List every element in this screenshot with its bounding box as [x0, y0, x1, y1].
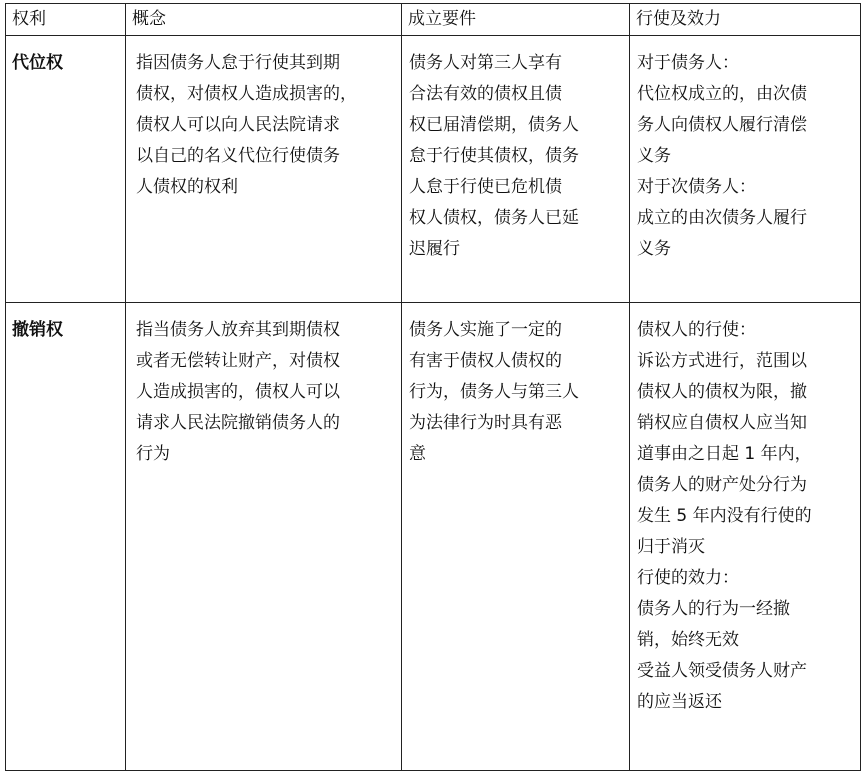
- text-line: 为法律行为时具有恶: [409, 413, 562, 433]
- text-line: 迟履行: [409, 239, 460, 259]
- text-line: 销权应自债权人应当知: [637, 413, 807, 433]
- text-line: 对于债务人：: [637, 53, 739, 73]
- text-line: 义务: [637, 239, 671, 259]
- text-line: 成立的由次债务人履行: [637, 208, 807, 228]
- text-line: 代位权成立的，由次债: [637, 84, 807, 104]
- text-line: 人造成损害的，债权人可以: [136, 382, 340, 402]
- text-line: 对于次债务人：: [637, 177, 756, 197]
- header-cell-concept: 概念: [126, 4, 402, 36]
- text-line: 债权，对债权人造成损害的，: [136, 84, 357, 104]
- text-line: 债权人的债权为限，撤: [637, 382, 807, 402]
- text-line: 债务人对第三人享有: [409, 53, 562, 73]
- text-line: 人怠于行使已危机债: [409, 177, 562, 197]
- text-line: 有害于债权人债权的: [409, 351, 562, 371]
- text-line: 人债权的权利: [136, 177, 238, 197]
- header-cell-effects: 行使及效力: [630, 4, 861, 36]
- effects-cell: [630, 36, 861, 303]
- concept-cell: [126, 36, 402, 303]
- text-line: 债务人实施了一定的: [409, 320, 562, 340]
- text-line: 权已届清偿期，债务人: [409, 115, 579, 135]
- table-row: [6, 303, 861, 771]
- text-line: 义务: [637, 146, 671, 166]
- text-line: 请求人民法院撤销债务人的: [136, 413, 340, 433]
- text-line: 务人向债权人履行清偿: [637, 115, 807, 135]
- effects-cell: [630, 303, 861, 771]
- text-line: 债务人的行为一经撤: [637, 599, 790, 619]
- text-line: 指当债务人放弃其到期债权: [136, 320, 340, 340]
- text-line: 发生 5 年内没有行使的: [637, 506, 812, 526]
- header-cell-conditions: 成立要件: [402, 4, 630, 36]
- text-line: 债权人的行使：: [637, 320, 756, 340]
- text-line: 销，始终无效: [637, 630, 739, 650]
- text-line: 归于消灭: [637, 537, 705, 557]
- text-line: 权人债权，债务人已延: [409, 208, 579, 228]
- text-line: 的应当返还: [637, 692, 722, 712]
- concept-cell: [126, 303, 402, 771]
- right-name: 代位权: [6, 36, 126, 303]
- rights-table: [5, 3, 861, 771]
- text-line: 合法有效的债权且债: [409, 84, 562, 104]
- text-line: 道事由之日起 1 年内，: [637, 444, 812, 464]
- text-line: 行为，债务人与第三人: [409, 382, 579, 402]
- text-line: 意: [409, 444, 426, 464]
- text-line: 行为: [136, 444, 170, 464]
- text-line: 怠于行使其债权，债务: [409, 146, 579, 166]
- conditions-cell: [402, 36, 630, 303]
- text-line: 以自己的名义代位行使债务: [136, 146, 340, 166]
- right-name: 撤销权: [6, 303, 126, 771]
- conditions-cell: [402, 303, 630, 771]
- table-header-row: [6, 4, 861, 36]
- text-line: 债权人可以向人民法院请求: [136, 115, 340, 135]
- header-cell-right: 权利: [6, 4, 126, 36]
- text-line: 行使的效力：: [637, 568, 739, 588]
- text-line: 诉讼方式进行，范围以: [637, 351, 807, 371]
- text-line: 债务人的财产处分行为: [637, 475, 807, 495]
- text-line: 或者无偿转让财产，对债权: [136, 351, 340, 371]
- text-line: 指因债务人怠于行使其到期: [136, 53, 340, 73]
- table-row: [6, 36, 861, 303]
- text-line: 受益人领受债务人财产: [637, 661, 807, 681]
